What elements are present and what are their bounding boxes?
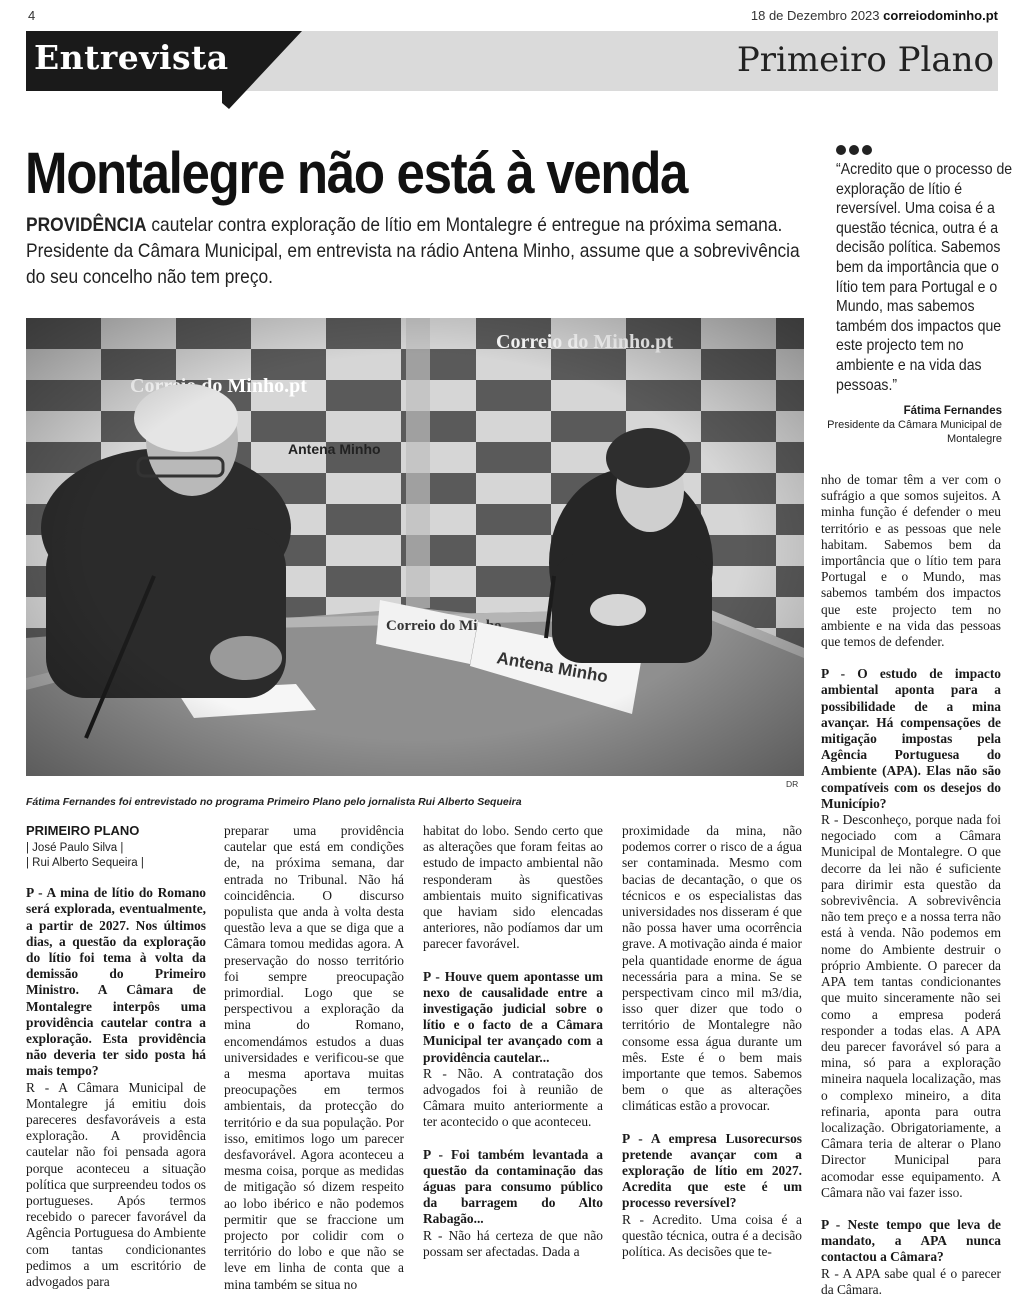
- answer-6: R - A APA sabe qual é o parecer da Câmara.: [821, 1265, 1001, 1297]
- body-column-5: [821, 472, 1001, 1298]
- body-column-3: [423, 823, 603, 1260]
- answer-1-end: habitat do lobo. Sendo certo que as alterações que foram feitas ao estudo de impacto ambiental não responderam às questões ambientais muito significativas que haviam sido elencadas anteriores, não podíamos dar um parecer favorável.: [423, 823, 603, 952]
- answer-4-continued: nho de tomar têm a ver com o sufrágio a que somos sujeitos. A minha função é defender o meu território e as pessoas que nele habitam. Sabemos bem da importância que o lítio tem para Portugal e o Mundo, mas sabemos também dos impactos que este projecto tem no ambiente e na vida das pessoas que temos de defender.: [821, 472, 1001, 650]
- byline-title: PRIMEIRO PLANO: [26, 823, 140, 838]
- article-headline: Montalegre não está à venda: [25, 141, 688, 206]
- body-column-2: [224, 823, 404, 1293]
- quote-dots-icon: [836, 142, 875, 160]
- answer-1: R - A Câmara Municipal de Montalegre já emitiu dois pareceres desfavoráveis a esta exploração. A providência cautelar não foi pensada agora porque aconteceu a situação política que surpreendeu todos os portugueses. Após termos recebido o parecer favorável da Agência Portuguesa do Ambiente com tantas condicionantes pedimos a um escritório de advogados para: [26, 1079, 206, 1290]
- question-5: P - O estudo de impacto ambiental aponta para a possibilidade de a mina avançar. Há compensações de mitigação impostas pela Agência Portuguesa do Ambiente (APA). Elas não são compatíveis com os desejos do Município?: [821, 666, 1001, 811]
- quote-author: Fátima Fernandes: [903, 405, 1002, 417]
- interview-photo: [26, 318, 804, 776]
- body-column-1: [26, 823, 206, 1290]
- site-name: correiodominho.pt: [883, 8, 998, 23]
- body-column-4: [622, 823, 802, 1260]
- question-3: P - Foi também levantada a questão da contaminação das águas para consumo público da barragem do Alto Rabagão...: [423, 1146, 603, 1227]
- section-title: Primeiro Plano: [736, 40, 994, 80]
- lead-text: cautelar contra exploração de lítio em Montalegre é entregue na próxima semana. Presidente da Câmara Municipal, em entrevista na rádio Antena Minho, assume que a sobrevivência do seu concelho não tem preço.: [26, 214, 800, 288]
- question-4: P - A empresa Lusorecursos pretende avançar com a exploração de lítio em 2027. Acredita que este é um processo reversível?: [622, 1130, 802, 1211]
- answer-3-continued: proximidade da mina, não podemos correr o risco de a água ser contaminada. Mesmo com bacias de decantação, o que os técnicos e os especialistas das universidades nos disseram é que não possa haver uma ocorrência grave. A motivação ainda é maior pela quantidade enorme de água necessária para a mina. Se se perspectivam cinco mil m3/dia, isso quer dizer que todo o território de Montalegre não consome essa água durante um mês. Este é o bem mais importante que temos. Sabemos bem o que as alterações climáticas estão a provocar.: [622, 823, 802, 1114]
- date-site: [751, 8, 998, 23]
- photo-credit: DR: [786, 779, 799, 789]
- section-tag: Entrevista: [34, 38, 229, 77]
- answer-2: R - Não. A contratação dos advogados foi à reunião de Câmara muito anteriormente a ter acontecido o que aconteceu.: [423, 1065, 603, 1130]
- question-2: P - Houve quem apontasse um nexo de causalidade entre a investigação judicial sobre o lítio e o facto de a Câmara Municipal ter avançado com a providência cautelar...: [423, 968, 603, 1065]
- issue-date: 18 de Dezembro 2023: [750, 8, 880, 23]
- pull-quote: “Acredito que o processo de exploração de lítio é reversível. Uma coisa é a questão técnica, outra é a decisão política. Sabemos bem da importância que o lítio tem para Portugal e o Mundo, mas sabemos também dos impactos que este projecto tem no ambiente e na vida das pessoas.”: [836, 161, 1013, 394]
- page-header-line: [28, 6, 998, 26]
- answer-1-continued: preparar uma providência cautelar que está em condições de, na próxima semana, dar entrada no Tribunal. Não há coincidência. O discurso populista que anda à volta desta questão leva a que se diga que a Câmara tomou medidas agora. A preservação do nosso território foi sempre preocupação primordial. Logo que se perspectivou a exploração da mina do Romano, encomendámos estudos a duas universidades e verificou-se que a mesma aportava muitas preocupações em termos ambientais, da protecção do território e da sua população. Por isso, emitimos logo um parecer desfavorável. Agora aconteceu a mesma coisa, porque as medidas de mitigação só dizem respeito ao lobo ibérico e não podemos permitir que se fraccione um projecto por colidir com o território do lobo e que não se leve em linha de conta que a mina também se situa no: [224, 823, 404, 1292]
- article-lead: [26, 212, 809, 290]
- byline-author-2: | Rui Alberto Sequeira |: [26, 857, 144, 870]
- question-6: P - Neste tempo que leva de mandato, a APA nunca contactou a Câmara?: [821, 1216, 1001, 1265]
- byline-author-1: | José Paulo Silva |: [26, 842, 124, 855]
- quote-author-role: Presidente da Câmara Municipal de Montalegre: [827, 419, 1002, 445]
- question-1: P - A mina de lítio do Romano será explorada, eventualmente, a partir de 2027. Nos últimos dias, a questão da exploração do lítio foi tema à volta da demissão do Primeiro Ministro. A Câmara de Montalegre interpôs uma providência cautelar contra a exploração. Esta providência não deveria ter sido posta há mais tempo?: [26, 885, 206, 1079]
- page-number: 4: [28, 8, 36, 23]
- lead-kicker: PROVIDÊNCIA: [26, 214, 147, 236]
- answer-5: R - Desconheço, porque nada foi negociado com a Câmara Municipal de Montalegre. O que decorre da lei não é suficiente para dirimir esta questão da sobrevivência. A sobrevivência não tem preço e a nossa terra não está à venda. Não podemos em nome do Ambiente destruir o próprio Ambiente. O parecer da APA tem tantas condicionantes que muito sinceramente não sei como a empresa poderá responder a todas elas. A APA deu parecer favorável só para a mina, só para a exploração mineira naquela localização, mas o complexo mineiro, a dita refinaria, aponta para outra localização. Obrigatoriamente, a Câmara teria de alterar o Plano Director Municipal para acomodar esse equipamento. A Câmara não vai fazer isso.: [821, 812, 1001, 1200]
- answer-4: R - Acredito. Uma coisa é a questão técnica, outra é a decisão política. As decisões que te-: [622, 1211, 802, 1260]
- photo-caption: Fátima Fernandes foi entrevistado no programa Primeiro Plano pelo jornalista Rui Alberto Sequeira: [26, 796, 522, 808]
- answer-3: R - Não há certeza de que não possam ser afectadas. Dada a: [423, 1227, 603, 1259]
